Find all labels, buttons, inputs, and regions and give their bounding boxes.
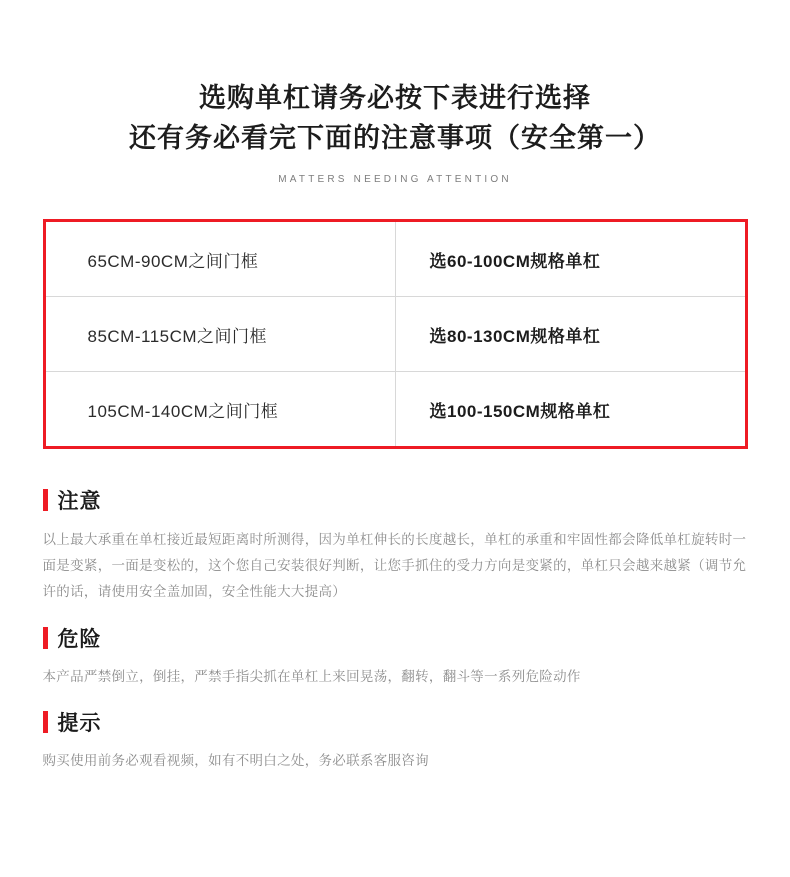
note-block-attention (43, 485, 748, 605)
spec-table (46, 222, 745, 446)
note-title-tip (43, 707, 748, 737)
heading-line-1: 选购单杠请务必按下表进行选择 (199, 83, 591, 113)
note-body-attention: 以上最大承重在单杠接近最短距离时所测得，因为单杠伸长的长度越长，单杠的承重和牢固性都会降低单杠旋转时一面是变紧，一面是变松的，这个您自己安装很好判断，让您手抓住的受力方向是变紧的，单杠只会越来越紧（调节允许的话，请使用安全盖加固，安全性能大大提高） (42, 532, 747, 599)
table-cell-choice: 选60-100CM规格单杠 (395, 222, 745, 297)
table-cell-frame: 65CM-90CM之间门框 (46, 222, 396, 297)
note-body-tip: 购买使用前务必观看视频，如有不明白之处，务必联系客服咨询 (42, 753, 429, 768)
note-block-danger (43, 623, 748, 689)
table-cell-frame: 85CM-115CM之间门框 (46, 297, 396, 372)
note-block-tip (43, 707, 748, 773)
heading-line-2 (0, 118, 790, 158)
table-cell-choice: 选80-130CM规格单杠 (395, 297, 745, 372)
red-bar-icon (43, 489, 48, 511)
spec-table-container (43, 219, 748, 449)
note-title-danger (43, 623, 748, 653)
table-cell-frame: 105CM-140CM之间门框 (46, 372, 396, 447)
heading-subtitle: MATTERS NEEDING ATTENTION (278, 174, 512, 185)
red-bar-icon (43, 711, 48, 733)
notes-section (43, 485, 748, 773)
heading-line-2-suffix: （安全第一） (493, 123, 661, 153)
table-row (46, 372, 745, 447)
note-title-label: 提示 (57, 712, 102, 735)
heading-line-2-prefix: 还有务必看完下面的 (129, 123, 381, 153)
page-heading (0, 0, 790, 185)
note-title-attention (43, 485, 748, 515)
table-row (46, 222, 745, 297)
table-row (46, 297, 745, 372)
heading-line-2-accent: 注意事项 (381, 123, 493, 153)
note-title-label: 危险 (57, 628, 102, 651)
table-cell-choice: 选100-150CM规格单杠 (429, 401, 611, 421)
note-body-danger: 本产品严禁倒立，倒挂，严禁手指尖抓在单杠上来回晃荡，翻转，翻斗等一系列危险动作 (42, 669, 581, 684)
red-bar-icon (43, 627, 48, 649)
note-title-label: 注意 (57, 490, 102, 513)
